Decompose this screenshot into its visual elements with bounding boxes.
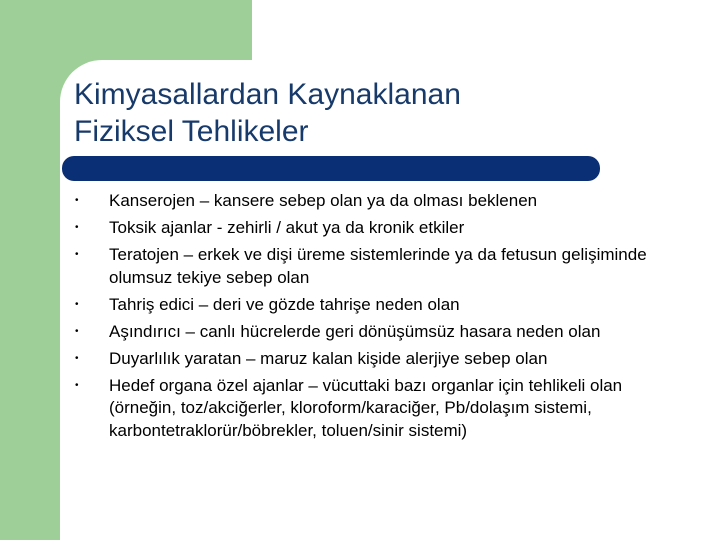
bullet-point-icon: •	[75, 222, 79, 233]
title-divider-bar	[62, 156, 600, 181]
slide-title: Kimyasallardan Kaynaklanan Fiziksel Tehlikeler	[74, 78, 461, 148]
bullet-text: Kanserojen – kansere sebep olan ya da olması beklenen	[109, 191, 538, 210]
bullet-text: Aşındırıcı – canlı hücrelerde geri dönüşümsüz hasara neden olan	[109, 321, 601, 341]
bullet-point-icon: •	[75, 325, 79, 337]
bullet-item	[72, 348, 662, 371]
bullet-item	[72, 375, 662, 443]
bullet-text: Duyarlılık yaratan – maruz kalan kişide alerjiye sebep olan	[109, 348, 548, 368]
bullet-item	[72, 244, 662, 289]
bullet-text: Tahriş edici – deri ve gözde tahrişe neden olan	[109, 294, 460, 314]
bullet-list	[72, 190, 662, 447]
bullet-text: Toksik ajanlar - zehirli / akut ya da kronik etkiler	[109, 218, 465, 237]
bullet-point-icon: •	[75, 379, 79, 391]
bullet-item	[72, 190, 662, 213]
green-background-left	[0, 0, 60, 540]
bullet-text: Hedef organa özel ajanlar – vücuttaki bazı organlar için tehlikeli olan (örneğin, toz/akciğerler, kloroform/karaciğer, Pb/dolaşım sistemi, karbontetraklorür/böbrekler, toluen/sinir sistemi)	[109, 375, 623, 440]
bullet-item	[72, 294, 662, 317]
bullet-point-icon: •	[75, 352, 79, 364]
bullet-item	[72, 321, 662, 344]
bullet-point-icon: •	[75, 195, 79, 206]
bullet-item	[72, 217, 662, 240]
bullet-point-icon: •	[75, 298, 79, 310]
bullet-text: Teratojen – erkek ve dişi üreme sistemlerinde ya da fetusun gelişiminde olumsuz tekiye sebep olan	[109, 245, 647, 287]
bullet-point-icon: •	[75, 249, 79, 260]
